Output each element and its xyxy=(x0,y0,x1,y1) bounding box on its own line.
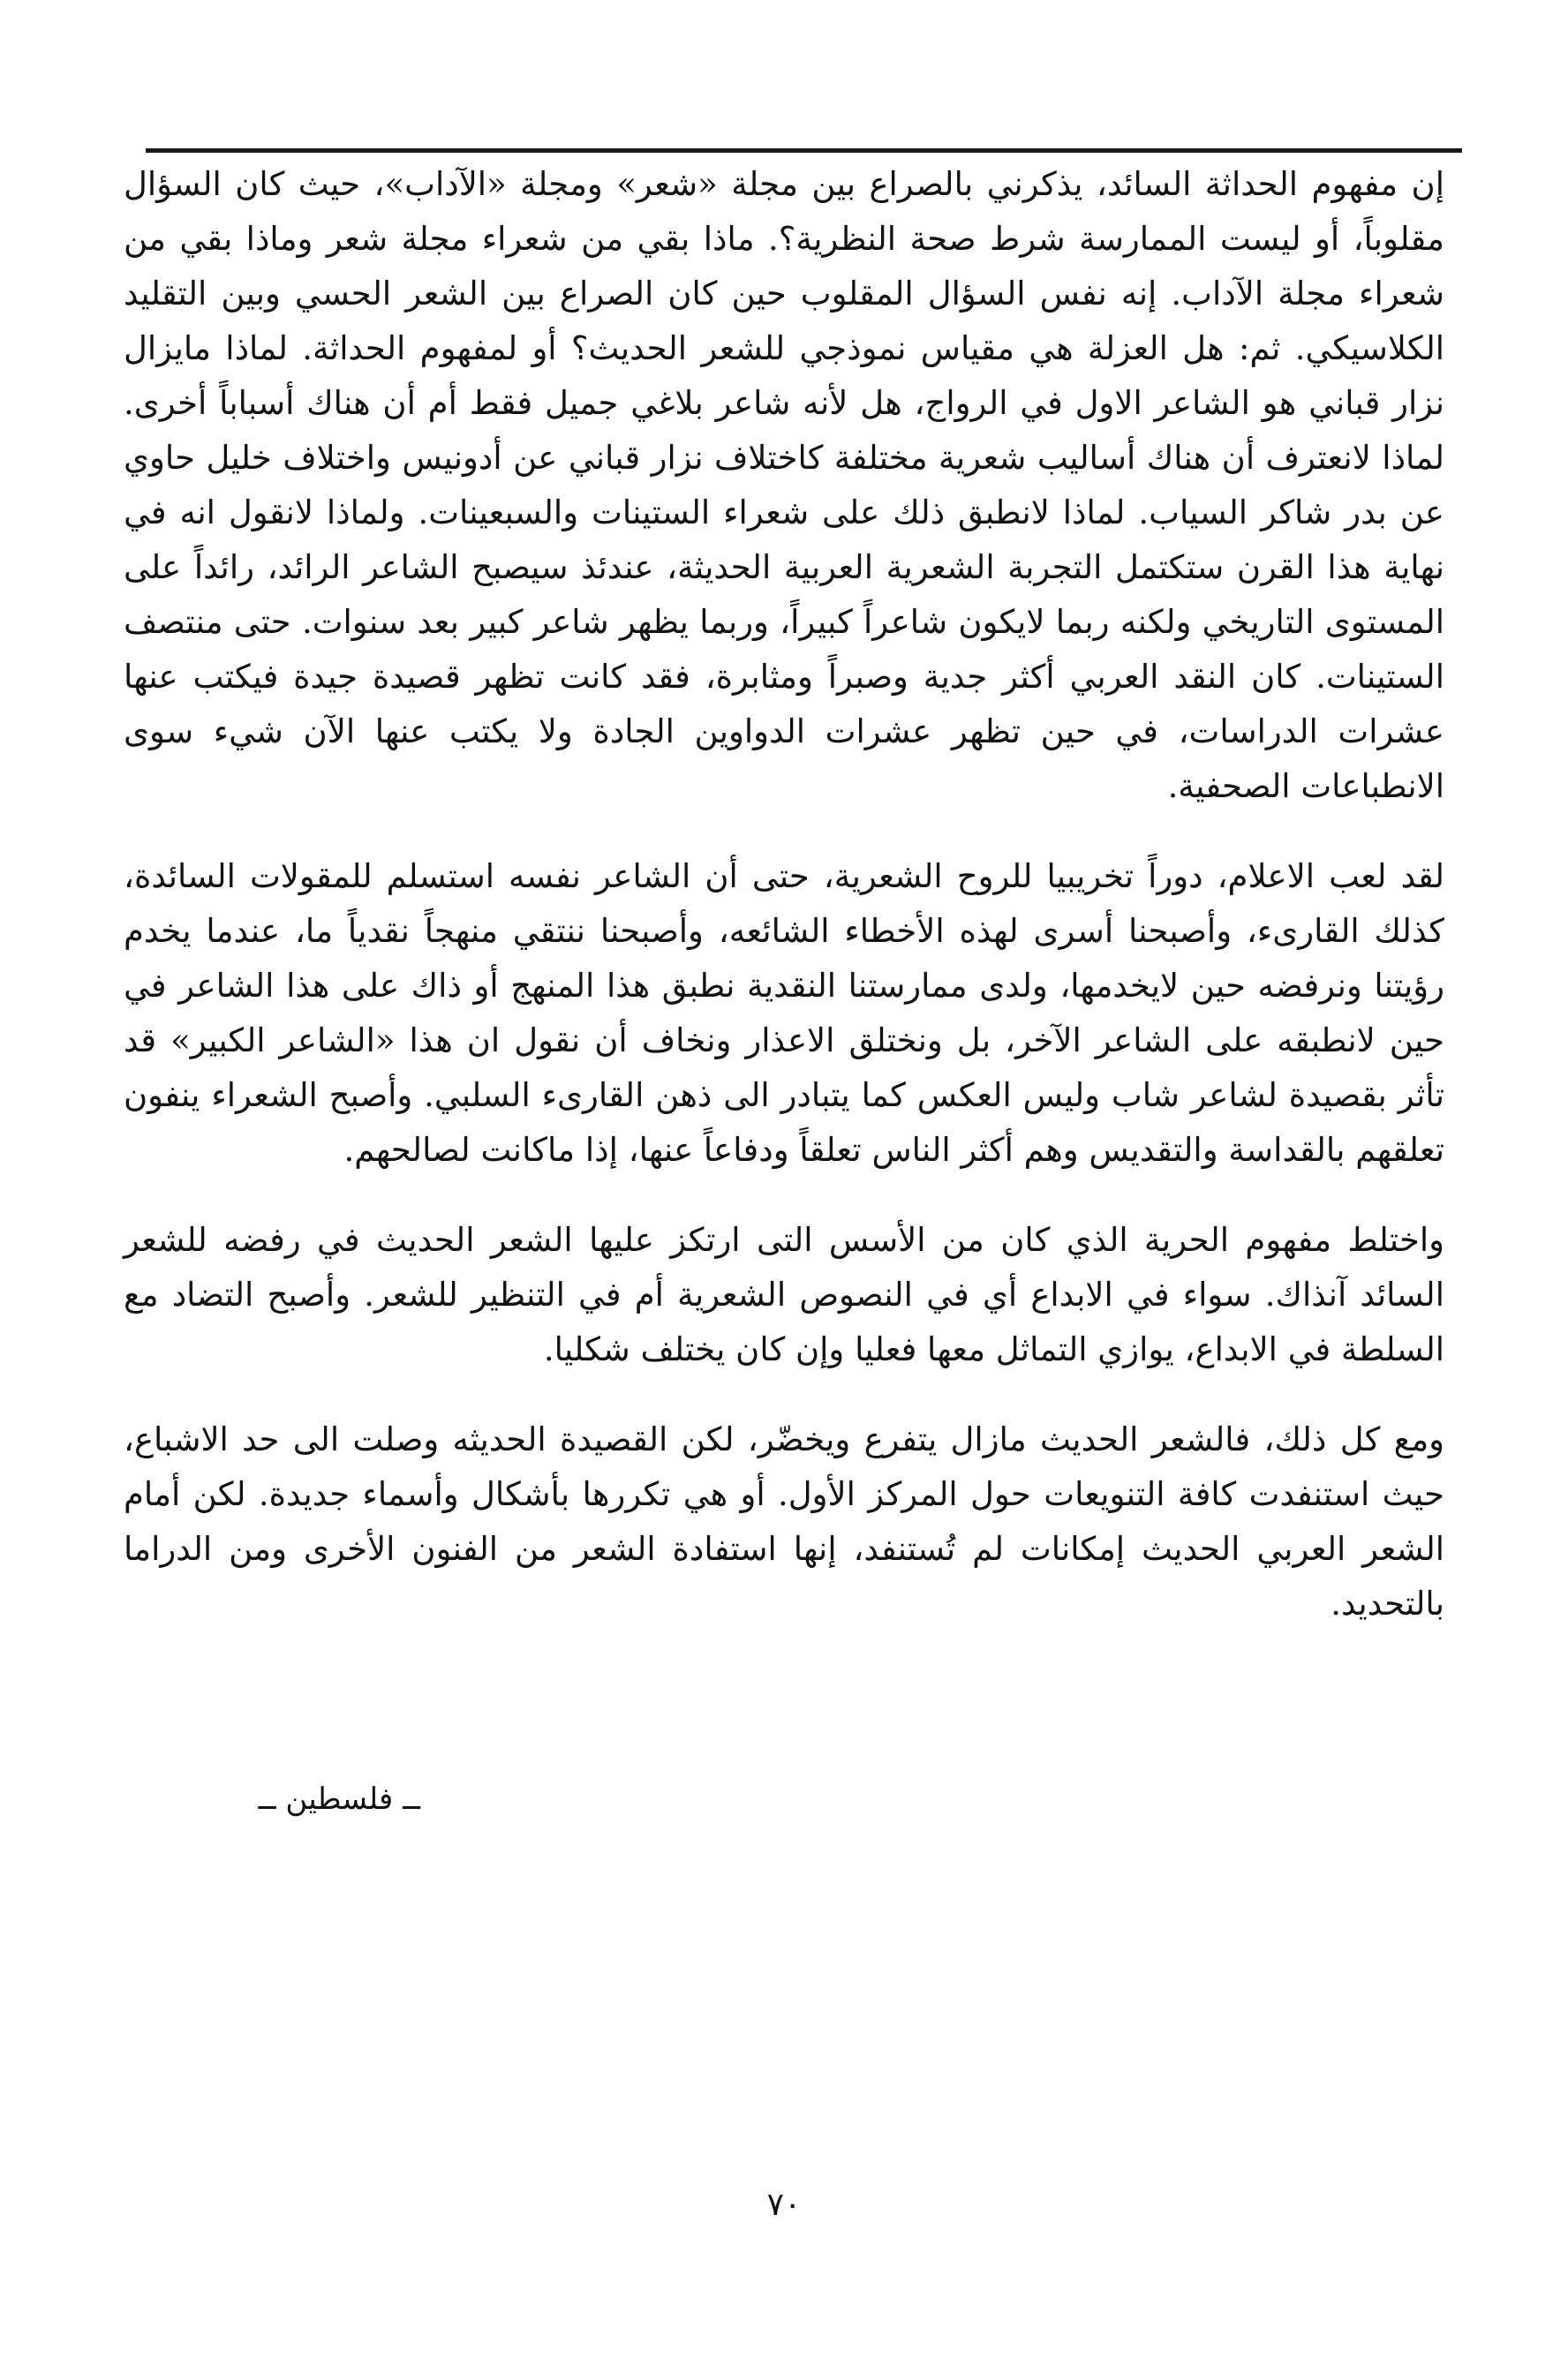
article-body xyxy=(124,150,1444,1667)
page-number: ٧٠ xyxy=(766,2187,802,2223)
paragraph-2: لقد لعب الاعلام، دوراً تخريبيا للروح الشعرية، حتى أن الشاعر نفسه استسلم للمقولات السائدة، كذلك القارىء، وأصبحنا أسرى لهذه الأخطاء الشائعه، وأصبحنا ننتقي منهجاً نقدياً ما، عندما يخدم رؤيتنا ونرفضه حين لايخدمها، ولدى ممارستنا النقدية نطبق هذا المنهج أو ذاك على هذا الشاعر في حين لانطبقه على الشاعر الآخر، بل ونختلق الاعذار ونخاف أن نقول ان هذا «الشاعر الكبير» قد تأثر بقصيدة لشاعر شاب وليس العكس كما يتبادر الى ذهن القارىء السلبي. وأصبح الشعراء ينفون تعلقهم بالقداسة والتقديس وهم أكثر الناس تعلقاً ودفاعاً عنها، إذا ماكانت لصالحهم. xyxy=(124,857,1444,1169)
paragraph-4: ومع كل ذلك، فالشعر الحديث مازال يتفرع ويخضّر، لكن القصيدة الحديثه وصلت الى حد الاشباع، حيث استنفدت كافة التنويعات حول المركز الأول. أو هي تكررها بأشكال وأسماء جديدة. لكن أمام الشعر العربي الحديث إمكانات لم تُستنفد، إنها استفادة الشعر من الفنون الأخرى ومن الدراما بالتحديد. xyxy=(124,1420,1444,1623)
author-location-signature: ــ فلسطين ــ xyxy=(258,1782,420,1817)
paragraph-1: إن مفهوم الحداثة السائد، يذكرني بالصراع بين مجلة «شعر» ومجلة «الآداب»، حيث كان السؤال مقلوباً، أو ليست الممارسة شرط صحة النظرية؟. ماذا بقي من شعراء مجلة شعر وماذا بقي من شعراء مجلة الآداب. إنه نفس السؤال المقلوب حين كان الصراع بين الشعر الحسي وبين التقليد الكلاسيكي. ثم: هل العزلة هي مقياس نموذجي للشعر الحديث؟ أو لمفهوم الحداثة. لماذا مايزال نزار قباني هو الشاعر الاول في الرواج، هل لأنه شاعر بلاغي جميل فقط أم أن هناك أسباباً أخرى. لماذا لانعترف أن هناك أساليب شعرية مختلفة كاختلاف نزار قباني عن أدونيس واختلاف خليل حاوي عن بدر شاكر السياب. لماذا لانطبق ذلك على شعراء الستينات والسبعينات. ولماذا لانقول انه في نهاية هذا القرن ستكتمل التجربة الشعرية العربية الحديثة، عندئذ سيصبح الشاعر الرائد، رائداً على المستوى التاريخي ولكنه ربما لايكون شاعراً كبيراً، وربما يظهر شاعر كبير بعد سنوات. حتى منتصف الستينات. كان النقد العربي أكثر جدية وصبراً ومثابرة، فقد كانت تظهر قصيدة جيدة فيكتب عنها عشرات الدراسات، في حين تظهر عشرات الدواوين الجادة ولا يكتب عنها الآن شيء سوى الانطباعات الصحفية. xyxy=(124,165,1444,805)
paragraph-3: واختلط مفهوم الحرية الذي كان من الأسس التى ارتكز عليها الشعر الحديث في رفضه للشعر السائد آنذاك. سواء في الابداع أي في النصوص الشعرية أم في التنظير للشعر. وأصبح التضاد مع السلطة في الابداع، يوازي التماثل معها فعليا وإن كان يختلف شكليا. xyxy=(124,1221,1444,1368)
